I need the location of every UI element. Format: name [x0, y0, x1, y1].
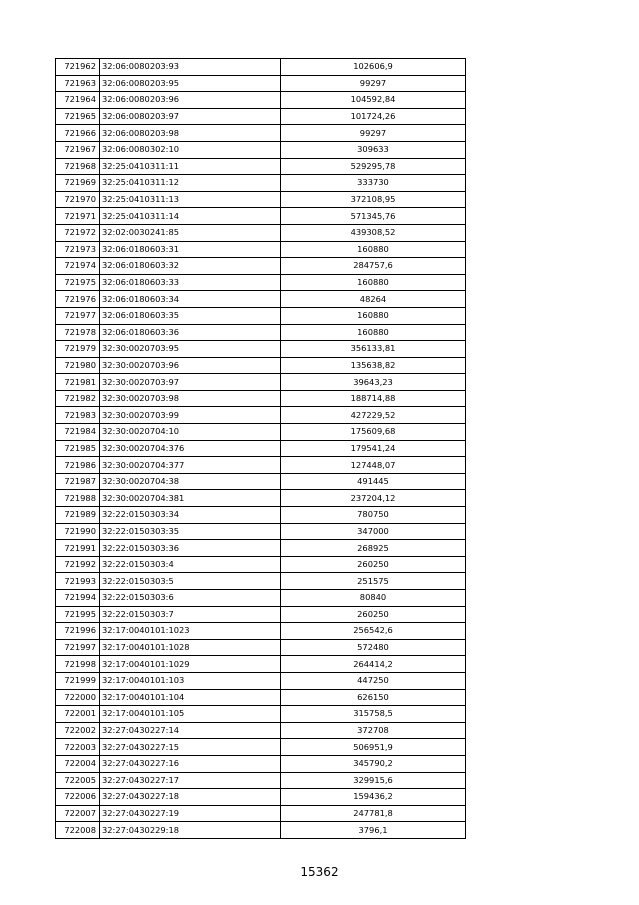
table-row [56, 672, 466, 689]
row-id-cell: 721989 [56, 507, 100, 524]
cadastral-number-cell: 32:27:0430227:15 [100, 739, 281, 756]
row-id-cell: 721975 [56, 274, 100, 291]
table-row [56, 407, 466, 424]
row-id-cell: 721990 [56, 523, 100, 540]
value-cell: 101724,26 [281, 108, 466, 125]
table-row [56, 523, 466, 540]
table-row [56, 324, 466, 341]
cadastral-number-cell: 32:06:0080302:10 [100, 141, 281, 158]
cadastral-number-cell: 32:27:0430229:18 [100, 822, 281, 839]
table-row [56, 573, 466, 590]
value-cell: 347000 [281, 523, 466, 540]
row-id-cell: 722002 [56, 722, 100, 739]
table-row [56, 822, 466, 839]
cadastral-number-cell: 32:06:0080203:96 [100, 92, 281, 109]
value-cell: 333730 [281, 175, 466, 192]
value-cell: 160880 [281, 324, 466, 341]
cadastral-number-cell: 32:27:0430227:16 [100, 755, 281, 772]
cadastral-number-cell: 32:30:0020703:97 [100, 374, 281, 391]
cadastral-number-cell: 32:25:0410311:12 [100, 175, 281, 192]
cadastral-number-cell: 32:17:0040101:1029 [100, 656, 281, 673]
table-row [56, 639, 466, 656]
value-cell: 626150 [281, 689, 466, 706]
value-cell: 491445 [281, 473, 466, 490]
table-row [56, 258, 466, 275]
row-id-cell: 722007 [56, 805, 100, 822]
cadastral-number-cell: 32:06:0180603:32 [100, 258, 281, 275]
row-id-cell: 721973 [56, 241, 100, 258]
cadastral-number-cell: 32:17:0040101:105 [100, 706, 281, 723]
cadastral-number-cell: 32:30:0020704:38 [100, 473, 281, 490]
table-row [56, 241, 466, 258]
row-id-cell: 721979 [56, 341, 100, 358]
value-cell: 427229,52 [281, 407, 466, 424]
row-id-cell: 721993 [56, 573, 100, 590]
table-row [56, 357, 466, 374]
value-cell: 135638,82 [281, 357, 466, 374]
table-row [56, 390, 466, 407]
table-row [56, 805, 466, 822]
value-cell: 780750 [281, 507, 466, 524]
cadastral-number-cell: 32:06:0080203:97 [100, 108, 281, 125]
value-cell: 160880 [281, 307, 466, 324]
table-row [56, 274, 466, 291]
table-row [56, 291, 466, 308]
value-cell: 309633 [281, 141, 466, 158]
table-row [56, 656, 466, 673]
value-cell: 284757,6 [281, 258, 466, 275]
row-id-cell: 722000 [56, 689, 100, 706]
table-row [56, 59, 466, 76]
cadastral-number-cell: 32:06:0180603:35 [100, 307, 281, 324]
value-cell: 247781,8 [281, 805, 466, 822]
value-cell: 80840 [281, 590, 466, 607]
value-cell: 99297 [281, 125, 466, 142]
table-row [56, 789, 466, 806]
value-cell: 268925 [281, 540, 466, 557]
table-row [56, 175, 466, 192]
row-id-cell: 721983 [56, 407, 100, 424]
value-cell: 260250 [281, 606, 466, 623]
cadastral-number-cell: 32:22:0150303:4 [100, 556, 281, 573]
row-id-cell: 721986 [56, 457, 100, 474]
cadastral-number-cell: 32:30:0020704:381 [100, 490, 281, 507]
value-cell: 256542,6 [281, 623, 466, 640]
value-cell: 571345,76 [281, 208, 466, 225]
table-row [56, 424, 466, 441]
value-cell: 315758,5 [281, 706, 466, 723]
row-id-cell: 721997 [56, 639, 100, 656]
cadastral-number-cell: 32:30:0020704:376 [100, 440, 281, 457]
value-cell: 237204,12 [281, 490, 466, 507]
cadastral-number-cell: 32:17:0040101:103 [100, 672, 281, 689]
cadastral-number-cell: 32:06:0080203:93 [100, 59, 281, 76]
table-row [56, 374, 466, 391]
row-id-cell: 721996 [56, 623, 100, 640]
cadastral-number-cell: 32:06:0180603:34 [100, 291, 281, 308]
cadastral-number-cell: 32:17:0040101:1023 [100, 623, 281, 640]
cadastral-number-cell: 32:22:0150303:6 [100, 590, 281, 607]
value-cell: 127448,07 [281, 457, 466, 474]
row-id-cell: 721992 [56, 556, 100, 573]
table-row [56, 141, 466, 158]
cadastral-number-cell: 32:25:0410311:11 [100, 158, 281, 175]
table-row [56, 490, 466, 507]
table-row [56, 108, 466, 125]
row-id-cell: 721987 [56, 473, 100, 490]
table-row [56, 755, 466, 772]
table-row [56, 623, 466, 640]
table-row [56, 307, 466, 324]
row-id-cell: 721969 [56, 175, 100, 192]
table-row [56, 772, 466, 789]
cadastral-number-cell: 32:27:0430227:18 [100, 789, 281, 806]
row-id-cell: 721971 [56, 208, 100, 225]
row-id-cell: 721964 [56, 92, 100, 109]
table-row [56, 507, 466, 524]
value-cell: 159436,2 [281, 789, 466, 806]
table-row [56, 125, 466, 142]
cadastral-number-cell: 32:06:0180603:31 [100, 241, 281, 258]
row-id-cell: 722005 [56, 772, 100, 789]
row-id-cell: 721972 [56, 224, 100, 241]
row-id-cell: 721967 [56, 141, 100, 158]
cadastral-number-cell: 32:27:0430227:19 [100, 805, 281, 822]
cadastral-number-cell: 32:27:0430227:17 [100, 772, 281, 789]
row-id-cell: 721991 [56, 540, 100, 557]
cadastral-number-cell: 32:06:0080203:95 [100, 75, 281, 92]
cadastral-number-cell: 32:22:0150303:5 [100, 573, 281, 590]
value-cell: 104592,84 [281, 92, 466, 109]
row-id-cell: 722006 [56, 789, 100, 806]
cadastral-number-cell: 32:22:0150303:35 [100, 523, 281, 540]
row-id-cell: 721984 [56, 424, 100, 441]
value-cell: 39643,23 [281, 374, 466, 391]
row-id-cell: 721968 [56, 158, 100, 175]
value-cell: 99297 [281, 75, 466, 92]
row-id-cell: 721970 [56, 191, 100, 208]
row-id-cell: 722008 [56, 822, 100, 839]
row-id-cell: 721982 [56, 390, 100, 407]
value-cell: 529295,78 [281, 158, 466, 175]
row-id-cell: 721998 [56, 656, 100, 673]
table-row [56, 440, 466, 457]
table-body [56, 59, 466, 839]
cadastral-number-cell: 32:27:0430227:14 [100, 722, 281, 739]
cadastral-number-cell: 32:06:0180603:33 [100, 274, 281, 291]
table-row [56, 473, 466, 490]
value-cell: 175609,68 [281, 424, 466, 441]
row-id-cell: 722004 [56, 755, 100, 772]
table-row [56, 722, 466, 739]
table-row [56, 739, 466, 756]
row-id-cell: 721966 [56, 125, 100, 142]
value-cell: 372108,95 [281, 191, 466, 208]
row-id-cell: 721977 [56, 307, 100, 324]
row-id-cell: 721963 [56, 75, 100, 92]
row-id-cell: 722003 [56, 739, 100, 756]
value-cell: 179541,24 [281, 440, 466, 457]
row-id-cell: 721980 [56, 357, 100, 374]
value-cell: 260250 [281, 556, 466, 573]
cadastral-number-cell: 32:06:0080203:98 [100, 125, 281, 142]
value-cell: 251575 [281, 573, 466, 590]
value-cell: 160880 [281, 274, 466, 291]
value-cell: 188714,88 [281, 390, 466, 407]
table-row [56, 540, 466, 557]
cadastral-number-cell: 32:17:0040101:104 [100, 689, 281, 706]
cadastral-number-cell: 32:30:0020703:96 [100, 357, 281, 374]
page-number: 15362 [300, 865, 339, 879]
cadastral-number-cell: 32:17:0040101:1028 [100, 639, 281, 656]
cadastral-number-cell: 32:25:0410311:14 [100, 208, 281, 225]
table-row [56, 706, 466, 723]
table-row [56, 606, 466, 623]
value-cell: 48264 [281, 291, 466, 308]
table-row [56, 457, 466, 474]
value-cell: 447250 [281, 672, 466, 689]
row-id-cell: 722001 [56, 706, 100, 723]
cadastral-number-cell: 32:22:0150303:7 [100, 606, 281, 623]
row-id-cell: 721965 [56, 108, 100, 125]
row-id-cell: 721999 [56, 672, 100, 689]
value-cell: 345790,2 [281, 755, 466, 772]
cadastral-number-cell: 32:30:0020703:95 [100, 341, 281, 358]
cadastral-number-cell: 32:02:0030241:85 [100, 224, 281, 241]
cadastral-number-cell: 32:06:0180603:36 [100, 324, 281, 341]
value-cell: 372708 [281, 722, 466, 739]
row-id-cell: 721981 [56, 374, 100, 391]
value-cell: 329915,6 [281, 772, 466, 789]
cadastral-number-cell: 32:30:0020704:377 [100, 457, 281, 474]
value-cell: 439308,52 [281, 224, 466, 241]
value-cell: 160880 [281, 241, 466, 258]
cadastral-number-cell: 32:22:0150303:36 [100, 540, 281, 557]
table-row [56, 590, 466, 607]
row-id-cell: 721978 [56, 324, 100, 341]
cadastral-number-cell: 32:25:0410311:13 [100, 191, 281, 208]
table-row [56, 191, 466, 208]
row-id-cell: 721994 [56, 590, 100, 607]
cadastral-number-cell: 32:30:0020703:99 [100, 407, 281, 424]
row-id-cell: 721988 [56, 490, 100, 507]
table-row [56, 208, 466, 225]
value-cell: 572480 [281, 639, 466, 656]
row-id-cell: 721985 [56, 440, 100, 457]
row-id-cell: 721974 [56, 258, 100, 275]
table-row [56, 224, 466, 241]
cadastral-number-cell: 32:30:0020703:98 [100, 390, 281, 407]
value-cell: 3796,1 [281, 822, 466, 839]
table-row [56, 158, 466, 175]
table-row [56, 341, 466, 358]
cadastral-number-cell: 32:30:0020704:10 [100, 424, 281, 441]
table-row [56, 92, 466, 109]
row-id-cell: 721962 [56, 59, 100, 76]
table-row [56, 689, 466, 706]
value-cell: 102606,9 [281, 59, 466, 76]
cadastral-number-cell: 32:22:0150303:34 [100, 507, 281, 524]
value-cell: 356133,81 [281, 341, 466, 358]
row-id-cell: 721995 [56, 606, 100, 623]
cadastral-value-table [55, 58, 466, 839]
value-cell: 264414,2 [281, 656, 466, 673]
table-row [56, 75, 466, 92]
table-row [56, 556, 466, 573]
row-id-cell: 721976 [56, 291, 100, 308]
value-cell: 506951,9 [281, 739, 466, 756]
